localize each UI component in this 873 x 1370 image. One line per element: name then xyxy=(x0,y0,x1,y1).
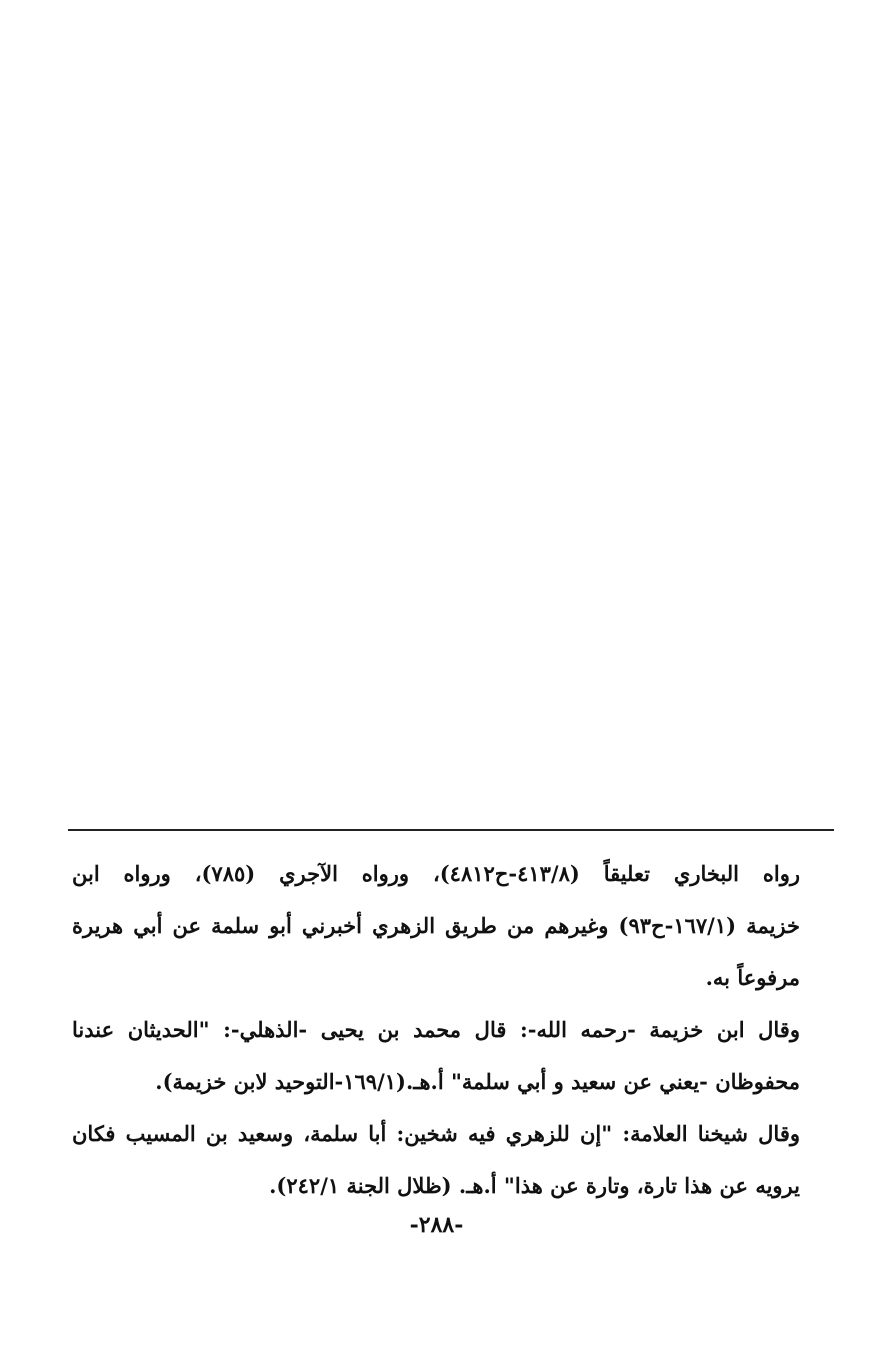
footnote-line: رواه البخاري تعليقاً (٤١٣/٨-ح٤٨١٢)، ورواه الآجري (٧٨٥)، ورواه ابن xyxy=(72,861,800,886)
page-number: -٢٨٨- xyxy=(409,1212,464,1238)
footnote-line: يرويه عن هذا تارة، وتارة عن هذا" أ.هـ. (ظلال الجنة ٢٤٢/١). xyxy=(269,1173,800,1198)
footnotes xyxy=(72,848,800,1212)
footnote-line: محفوظان -يعني عن سعيد و أبي سلمة" أ.هـ.(١٦٩/١-التوحيد لابن خزيمة). xyxy=(155,1069,800,1094)
main-text-area xyxy=(60,0,820,820)
footnote-line: وقال ابن خزيمة -رحمه الله-: قال محمد بن يحيى -الذهلي-: "الحديثان عندنا xyxy=(72,1017,800,1042)
footnote-line: وقال شيخنا العلامة: "إن للزهري فيه شخين: أبا سلمة، وسعيد بن المسيب فكان xyxy=(72,1121,800,1146)
footnote-line: مرفوعاً به. xyxy=(705,965,800,990)
footnote-separator xyxy=(68,829,834,831)
footnote-line: خزيمة (١٦٧/١-ح٩٣) وغيرهم من طريق الزهري أخبرني أبو سلمة عن أبي هريرة xyxy=(72,913,800,938)
